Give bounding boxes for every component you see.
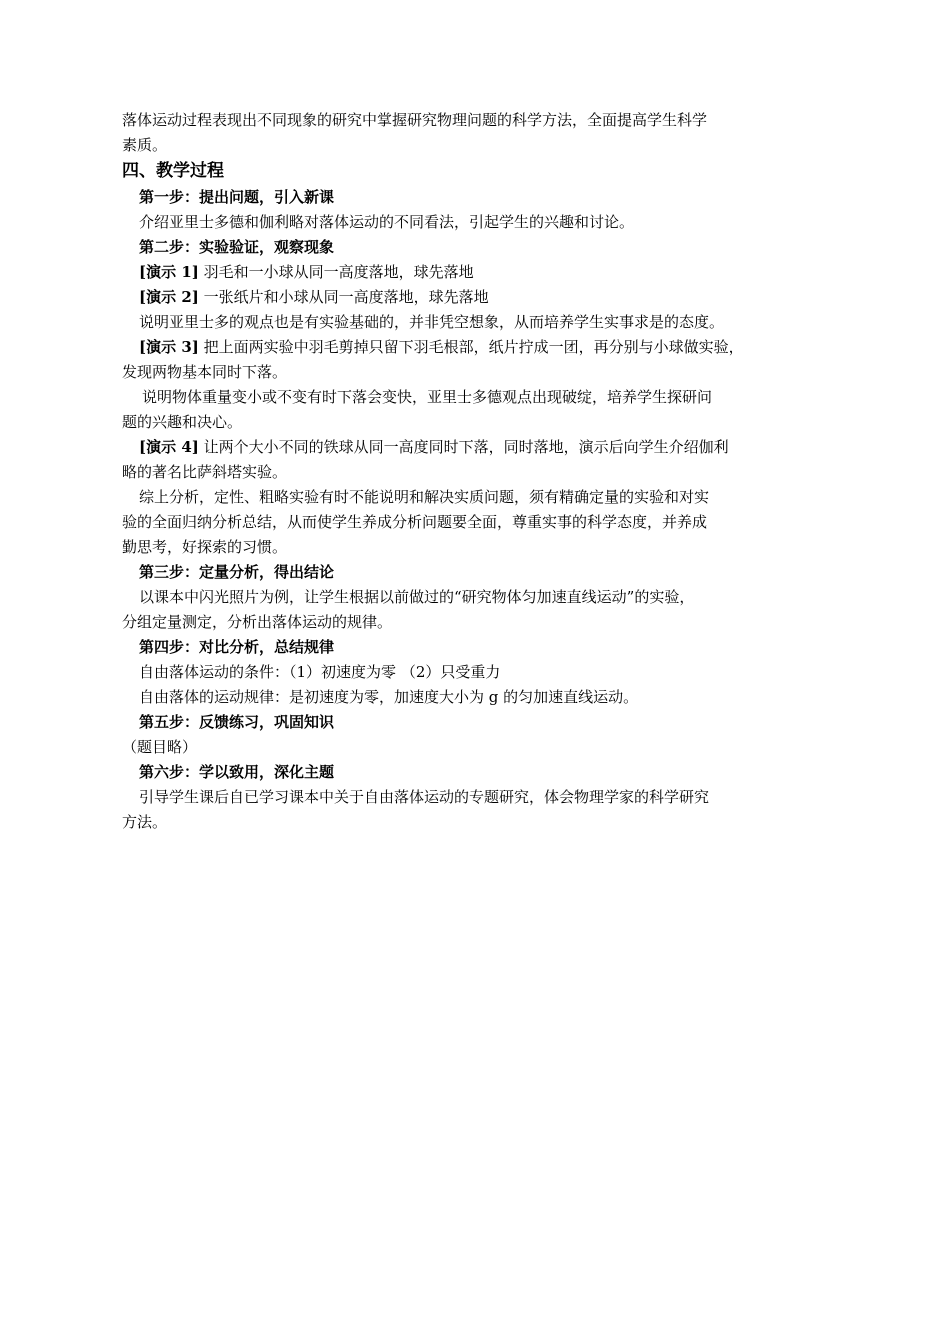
step-1-title: 第一步：提出问题，引入新课 — [139, 188, 335, 206]
step-3-text-a: 以课本中闪光照片为例，让学生根据以前做过的“研究物体匀加速直线运动”的实验， — [139, 588, 695, 606]
demo-1-tag: [演示 1] — [139, 263, 199, 281]
demo-3 — [122, 335, 802, 360]
demo-4-tag: [演示 4] — [139, 438, 199, 456]
demo-2-text: 一张纸片和小球从同一高度落地，球先落地 — [198, 288, 489, 306]
step-4-title: 第四步：对比分析，总结规律 — [139, 638, 335, 656]
step-3-title: 第三步：定量分析，得出结论 — [139, 563, 335, 581]
step-2-title: 第二步：实验验证，观察现象 — [139, 238, 335, 256]
demo-1 — [122, 260, 802, 285]
step-1-text: 介绍亚里士多德和伽利略对落体运动的不同看法，引起学生的兴趣和讨论。 — [139, 213, 635, 231]
demo-2-tag: [演示 2] — [139, 288, 199, 306]
step-5-text: （题目略） — [122, 738, 198, 756]
step-6-title: 第六步：学以致用，深化主题 — [139, 763, 335, 781]
explanation-2-a: 说明物体重量变小或不变有时下落会变快，亚里士多德观点出现破绽，培养学生探研问 — [142, 388, 713, 406]
demo-4-text-b: 略的著名比萨斜塔实验。 — [122, 463, 288, 481]
summary-b: 验的全面归纳分析总结，从而使学生养成分析问题要全面，尊重实事的科学态度，并养成 — [122, 513, 708, 531]
step-6-text-a: 引导学生课后自已学习课本中关于自由落体运动的专题研究，体会物理学家的科学研究 — [139, 788, 710, 806]
demo-1-text: 羽毛和一小球从同一高度落地，球先落地 — [198, 263, 474, 281]
explanation-1: 说明亚里士多的观点也是有实验基础的，并非凭空想象，从而培养学生实事求是的态度。 — [139, 313, 725, 331]
section-heading: 四、教学过程 — [122, 161, 224, 181]
demo-3-text-a: 把上面两实验中羽毛剪掉只留下羽毛根部，纸片拧成一团，再分别与小球做实验， — [198, 338, 744, 356]
intro-line-1: 落体运动过程表现出不同现象的研究中掌握研究物理问题的科学方法，全面提高学生科学 — [122, 111, 708, 129]
step-6-text-b: 方法。 — [122, 813, 168, 831]
summary-c: 勤思考，好探索的习惯。 — [122, 538, 288, 556]
demo-4-text-a: 让两个大小不同的铁球从同一高度同时下落，同时落地，演示后向学生介绍伽利 — [198, 438, 729, 456]
document-body — [122, 108, 802, 835]
demo-3-tag: [演示 3] — [139, 338, 199, 356]
demo-4 — [122, 435, 802, 460]
step-4-condition: 自由落体运动的条件：（1）初速度为零 （2）只受重力 — [139, 663, 501, 681]
step-3-text-b: 分组定量测定，分析出落体运动的规律。 — [122, 613, 393, 631]
explanation-2-b: 题的兴趣和决心。 — [122, 413, 243, 431]
summary-a: 综上分析，定性、粗略实验有时不能说明和解决实质问题，须有精确定量的实验和对实 — [139, 488, 710, 506]
step-4-law: 自由落体的运动规律：是初速度为零，加速度大小为 g 的匀加速直线运动。 — [139, 688, 639, 706]
demo-2 — [122, 285, 802, 310]
step-5-title: 第五步：反馈练习，巩固知识 — [139, 713, 335, 731]
demo-3-text-b: 发现两物基本同时下落。 — [122, 363, 288, 381]
intro-line-2: 素质。 — [122, 136, 168, 154]
